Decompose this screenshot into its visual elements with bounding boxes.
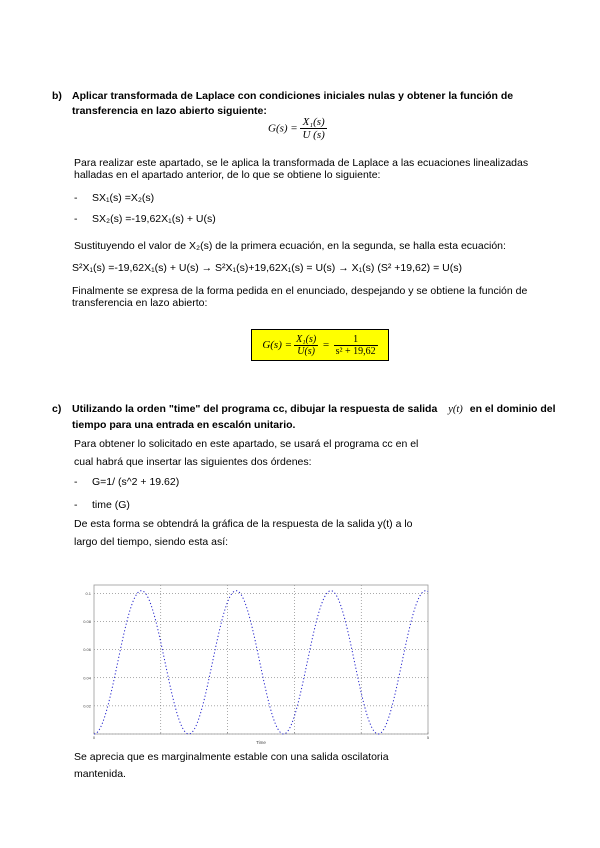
paragraph: transferencia en lazo abierto: [72,297,208,309]
response-chart [76,577,436,747]
bullet-mark: - [74,476,78,488]
paragraph: Para realizar este apartado, se le aplica la transformada de Laplace a las ecuaciones linealizadas [74,157,529,169]
paragraph: Para obtener lo solicitado en este apartado, se usará el programa cc en el [74,438,419,450]
paragraph: halladas en el apartado anterior, de lo que se obtiene lo siguiente: [74,169,381,181]
x-tick-label: 5 [426,735,430,740]
equation-chain: S²X₁(s) =-19,62X₁(s) + U(s) → S²X₁(s)+19,62X₁(s) = U(s) → X₁(s) (S² +19,62) = U(s) [72,262,462,274]
result-equals: = [322,339,330,351]
conclusion-paragraph: Se aprecia que es marginalmente estable con una salida oscilatoria [74,751,389,763]
x-tick-label: 0 [92,735,96,740]
tf-lhs: G(s) = [268,122,298,135]
heading-math: y(t) [448,404,463,415]
bullet-mark: - [74,192,78,204]
result-denominator-2: s² + 19,62 [335,345,376,357]
result-lhs: G(s) = [262,339,293,351]
y-tick-label: 0.08 [83,619,91,625]
transfer-function-formula [268,116,327,141]
bullet-mark: - [74,213,78,225]
equation-1: SX₁(s) =X₂(s) [92,192,155,204]
result-numerator-2: 1 [334,334,378,346]
section-c-label: c) [52,403,62,415]
result-highlight-box [251,329,389,361]
chart-x-axis-label: Time [256,740,266,745]
y-tick-label: 0.02 [83,703,91,709]
section-c-heading-part2: en el dominio del [469,403,556,415]
section-b-heading-2: transferencia en lazo abierto siguiente: [72,105,267,117]
command-2: time (G) [92,499,130,511]
section-b-heading: Aplicar transformada de Laplace con condiciones iniciales nulas y obtener la función de [72,90,514,102]
paragraph: cual habrá que insertar las siguientes dos órdenes: [74,456,312,468]
paragraph: Sustituyendo el valor de X₂(s) de la primera ecuación, en la segunda, se halla esta ecuación: [74,240,506,252]
section-b-label: b) [52,90,62,102]
y-tick-label: 0.06 [83,647,91,653]
command-1: G=1/ (s^2 + 19.62) [92,476,180,488]
section-c-heading-part1: Utilizando la orden "time" del programa cc, dibujar la respuesta de salida [72,403,438,415]
tf-denominator: U (s) [302,129,325,141]
result-denominator: U(s) [297,345,316,357]
result-numerator: X₁(s) [296,333,317,345]
y-tick-label: 0.1 [85,590,91,596]
paragraph: De esta forma se obtendrá la gráfica de la respuesta de la salida y(t) a lo [74,518,413,530]
conclusion-paragraph: mantenida. [74,768,126,780]
y-tick-label: 0.04 [83,675,91,681]
bullet-mark: - [74,499,78,511]
section-c-heading [72,403,556,415]
chart-background [76,577,436,747]
equation-2: SX₂(s) =-19,62X₁(s) + U(s) [92,213,216,225]
section-c-heading-2: tiempo para una entrada en escalón unitario. [72,419,296,431]
tf-numerator: X₁(s) [300,116,326,129]
paragraph: Finalmente se expresa de la forma pedida en el enunciado, despejando y se obtiene la función de [72,285,528,297]
paragraph: largo del tiempo, siendo esta así: [74,536,229,548]
